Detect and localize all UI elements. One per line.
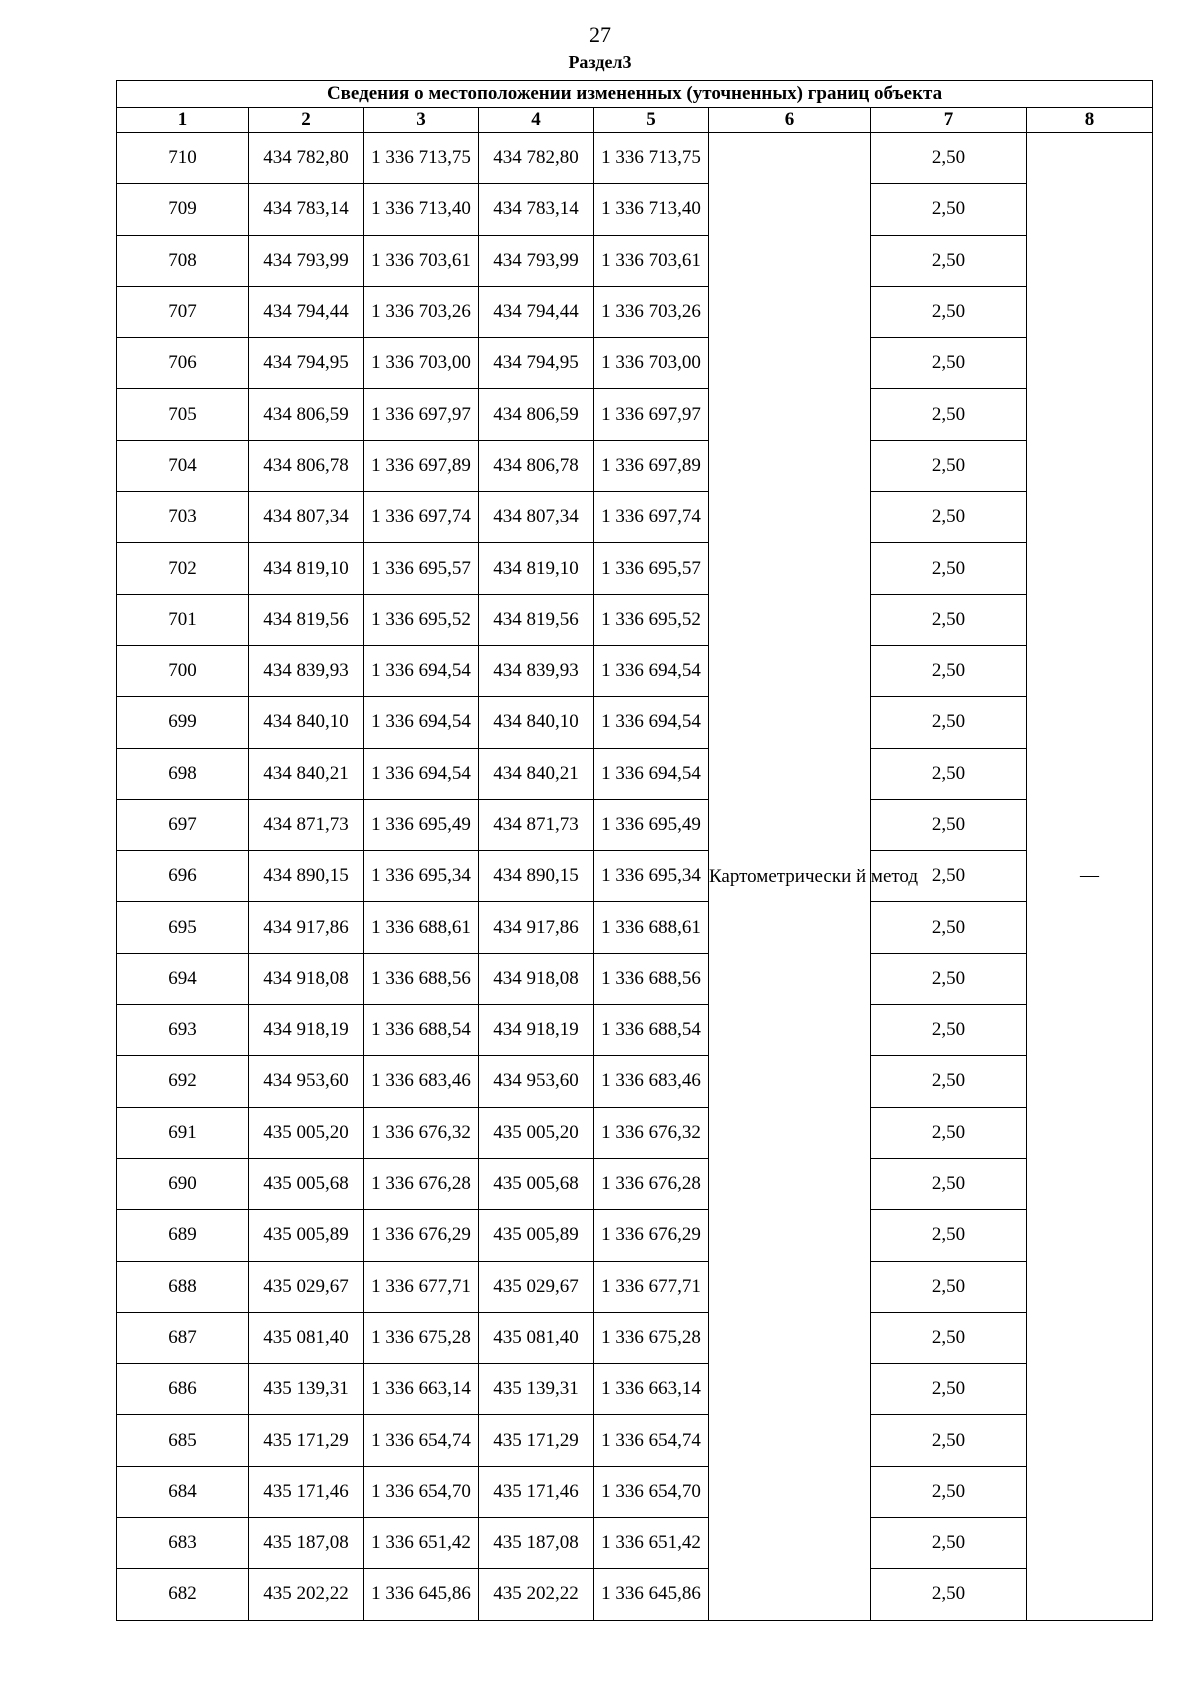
cell-x-old: 434 953,60 (249, 1056, 364, 1107)
cell-x-new: 434 871,73 (479, 799, 594, 850)
cell-y-old: 1 336 697,89 (364, 440, 479, 491)
cell-y-old: 1 336 694,54 (364, 748, 479, 799)
cell-y-new: 1 336 676,28 (594, 1158, 709, 1209)
cell-x-old: 434 890,15 (249, 851, 364, 902)
cell-point: 686 (117, 1364, 249, 1415)
table-row (117, 389, 1153, 440)
table-row (117, 133, 1153, 184)
cell-y-old: 1 336 703,26 (364, 286, 479, 337)
cell-x-new: 435 187,08 (479, 1518, 594, 1569)
cell-x-new: 434 918,08 (479, 953, 594, 1004)
cell-accuracy: 2,50 (871, 338, 1027, 389)
cell-x-old: 434 819,56 (249, 594, 364, 645)
page-number: 27 (589, 22, 611, 47)
table-row (117, 338, 1153, 389)
cell-accuracy: 2,50 (871, 697, 1027, 748)
cell-y-new: 1 336 688,54 (594, 1005, 709, 1056)
cell-x-old: 435 171,46 (249, 1466, 364, 1517)
cell-x-old: 434 871,73 (249, 799, 364, 850)
cell-accuracy: 2,50 (871, 902, 1027, 953)
cell-x-new: 434 918,19 (479, 1005, 594, 1056)
cell-method: Картометрически й метод (709, 133, 871, 1621)
cell-y-old: 1 336 695,34 (364, 851, 479, 902)
table-row (117, 440, 1153, 491)
cell-point: 690 (117, 1158, 249, 1209)
table-row (117, 645, 1153, 696)
cell-point: 689 (117, 1210, 249, 1261)
cell-y-new: 1 336 713,40 (594, 184, 709, 235)
cell-x-old: 435 005,68 (249, 1158, 364, 1209)
cell-point: 710 (117, 133, 249, 184)
cell-point: 707 (117, 286, 249, 337)
cell-y-new: 1 336 703,00 (594, 338, 709, 389)
cell-y-old: 1 336 688,56 (364, 953, 479, 1004)
column-number-header: 8 (1027, 108, 1153, 133)
cell-y-old: 1 336 713,40 (364, 184, 479, 235)
cell-x-old: 434 839,93 (249, 645, 364, 696)
cell-accuracy: 2,50 (871, 1569, 1027, 1620)
cell-y-new: 1 336 651,42 (594, 1518, 709, 1569)
boundary-coordinates-table (116, 80, 1153, 1621)
cell-y-new: 1 336 694,54 (594, 645, 709, 696)
table-row (117, 1056, 1153, 1107)
cell-x-old: 435 187,08 (249, 1518, 364, 1569)
table-row (117, 1569, 1153, 1620)
table-caption: Сведения о местоположении измененных (уточненных) границ объекта (117, 81, 1153, 108)
cell-point: 685 (117, 1415, 249, 1466)
cell-y-old: 1 336 694,54 (364, 645, 479, 696)
column-number-header: 6 (709, 108, 871, 133)
table-row (117, 184, 1153, 235)
table-row (117, 543, 1153, 594)
cell-y-old: 1 336 694,54 (364, 697, 479, 748)
cell-y-old: 1 336 676,32 (364, 1107, 479, 1158)
cell-point: 694 (117, 953, 249, 1004)
cell-point: 693 (117, 1005, 249, 1056)
cell-point: 703 (117, 492, 249, 543)
cell-x-new: 435 005,20 (479, 1107, 594, 1158)
cell-accuracy: 2,50 (871, 1364, 1027, 1415)
cell-y-old: 1 336 663,14 (364, 1364, 479, 1415)
cell-y-new: 1 336 645,86 (594, 1569, 709, 1620)
cell-x-old: 434 794,44 (249, 286, 364, 337)
table-row (117, 1312, 1153, 1363)
cell-point: 702 (117, 543, 249, 594)
cell-y-old: 1 336 688,61 (364, 902, 479, 953)
cell-y-new: 1 336 654,70 (594, 1466, 709, 1517)
cell-accuracy: 2,50 (871, 1415, 1027, 1466)
cell-x-old: 435 005,20 (249, 1107, 364, 1158)
cell-accuracy: 2,50 (871, 799, 1027, 850)
cell-accuracy: 2,50 (871, 1210, 1027, 1261)
table-row (117, 1466, 1153, 1517)
cell-accuracy: 2,50 (871, 235, 1027, 286)
cell-y-new: 1 336 694,54 (594, 697, 709, 748)
cell-x-old: 435 029,67 (249, 1261, 364, 1312)
cell-x-old: 434 840,10 (249, 697, 364, 748)
cell-point: 709 (117, 184, 249, 235)
cell-x-new: 435 139,31 (479, 1364, 594, 1415)
cell-y-new: 1 336 688,56 (594, 953, 709, 1004)
cell-x-old: 434 918,08 (249, 953, 364, 1004)
table-row (117, 1158, 1153, 1209)
cell-accuracy: 2,50 (871, 1107, 1027, 1158)
cell-accuracy: 2,50 (871, 492, 1027, 543)
cell-y-new: 1 336 677,71 (594, 1261, 709, 1312)
cell-y-old: 1 336 677,71 (364, 1261, 479, 1312)
cell-point: 684 (117, 1466, 249, 1517)
table-row (117, 286, 1153, 337)
column-number-header: 5 (594, 108, 709, 133)
cell-x-new: 434 890,15 (479, 851, 594, 902)
cell-y-old: 1 336 675,28 (364, 1312, 479, 1363)
table-row (117, 1005, 1153, 1056)
cell-y-new: 1 336 654,74 (594, 1415, 709, 1466)
cell-y-old: 1 336 703,00 (364, 338, 479, 389)
cell-x-new: 434 782,80 (479, 133, 594, 184)
cell-point: 683 (117, 1518, 249, 1569)
cell-x-old: 434 918,19 (249, 1005, 364, 1056)
cell-point: 692 (117, 1056, 249, 1107)
cell-x-new: 434 917,86 (479, 902, 594, 953)
cell-x-new: 434 840,10 (479, 697, 594, 748)
cell-y-old: 1 336 654,74 (364, 1415, 479, 1466)
column-number-header: 7 (871, 108, 1027, 133)
cell-y-old: 1 336 676,28 (364, 1158, 479, 1209)
cell-y-new: 1 336 694,54 (594, 748, 709, 799)
cell-point: 700 (117, 645, 249, 696)
cell-y-new: 1 336 675,28 (594, 1312, 709, 1363)
cell-y-new: 1 336 695,34 (594, 851, 709, 902)
cell-x-new: 434 794,95 (479, 338, 594, 389)
cell-point: 705 (117, 389, 249, 440)
cell-x-old: 434 806,78 (249, 440, 364, 491)
cell-accuracy: 2,50 (871, 440, 1027, 491)
cell-point: 682 (117, 1569, 249, 1620)
cell-x-new: 435 171,29 (479, 1415, 594, 1466)
cell-x-old: 435 081,40 (249, 1312, 364, 1363)
cell-accuracy: 2,50 (871, 594, 1027, 645)
cell-accuracy: 2,50 (871, 1518, 1027, 1569)
cell-accuracy: 2,50 (871, 133, 1027, 184)
table-row (117, 492, 1153, 543)
cell-y-old: 1 336 695,49 (364, 799, 479, 850)
cell-y-old: 1 336 654,70 (364, 1466, 479, 1517)
cell-point: 691 (117, 1107, 249, 1158)
cell-accuracy: 2,50 (871, 543, 1027, 594)
cell-y-old: 1 336 697,97 (364, 389, 479, 440)
cell-x-new: 434 840,21 (479, 748, 594, 799)
section-title: Раздел3 (568, 52, 632, 72)
cell-x-old: 434 819,10 (249, 543, 364, 594)
cell-y-old: 1 336 695,52 (364, 594, 479, 645)
cell-point: 695 (117, 902, 249, 953)
cell-accuracy: 2,50 (871, 286, 1027, 337)
cell-x-old: 434 793,99 (249, 235, 364, 286)
cell-x-old: 434 807,34 (249, 492, 364, 543)
cell-point: 696 (117, 851, 249, 902)
cell-accuracy: 2,50 (871, 389, 1027, 440)
table-row (117, 902, 1153, 953)
table-row (117, 594, 1153, 645)
cell-y-new: 1 336 697,89 (594, 440, 709, 491)
cell-y-old: 1 336 703,61 (364, 235, 479, 286)
cell-x-new: 434 819,56 (479, 594, 594, 645)
cell-accuracy: 2,50 (871, 1261, 1027, 1312)
column-number-header: 3 (364, 108, 479, 133)
cell-point: 697 (117, 799, 249, 850)
cell-accuracy: 2,50 (871, 851, 1027, 902)
cell-y-new: 1 336 713,75 (594, 133, 709, 184)
cell-accuracy: 2,50 (871, 748, 1027, 799)
cell-y-new: 1 336 676,32 (594, 1107, 709, 1158)
cell-x-new: 434 839,93 (479, 645, 594, 696)
cell-y-new: 1 336 697,74 (594, 492, 709, 543)
cell-y-old: 1 336 688,54 (364, 1005, 479, 1056)
table-row (117, 799, 1153, 850)
cell-y-new: 1 336 695,49 (594, 799, 709, 850)
cell-x-old: 435 005,89 (249, 1210, 364, 1261)
cell-point: 704 (117, 440, 249, 491)
cell-x-new: 434 794,44 (479, 286, 594, 337)
cell-accuracy: 2,50 (871, 1312, 1027, 1363)
cell-point: 698 (117, 748, 249, 799)
cell-y-new: 1 336 676,29 (594, 1210, 709, 1261)
cell-accuracy: 2,50 (871, 645, 1027, 696)
cell-y-new: 1 336 703,61 (594, 235, 709, 286)
cell-y-new: 1 336 703,26 (594, 286, 709, 337)
table-row (117, 235, 1153, 286)
table-row (117, 1107, 1153, 1158)
cell-accuracy: 2,50 (871, 1005, 1027, 1056)
cell-y-old: 1 336 713,75 (364, 133, 479, 184)
cell-point: 701 (117, 594, 249, 645)
cell-y-new: 1 336 683,46 (594, 1056, 709, 1107)
cell-y-new: 1 336 688,61 (594, 902, 709, 953)
cell-y-old: 1 336 651,42 (364, 1518, 479, 1569)
cell-x-old: 434 783,14 (249, 184, 364, 235)
cell-y-new: 1 336 695,52 (594, 594, 709, 645)
cell-y-old: 1 336 695,57 (364, 543, 479, 594)
cell-accuracy: 2,50 (871, 1466, 1027, 1517)
cell-x-old: 435 202,22 (249, 1569, 364, 1620)
cell-y-old: 1 336 697,74 (364, 492, 479, 543)
cell-x-new: 434 953,60 (479, 1056, 594, 1107)
cell-x-old: 434 917,86 (249, 902, 364, 953)
cell-accuracy: 2,50 (871, 1056, 1027, 1107)
cell-column8: — (1027, 133, 1153, 1621)
table-row (117, 748, 1153, 799)
cell-x-new: 434 793,99 (479, 235, 594, 286)
cell-x-new: 434 806,59 (479, 389, 594, 440)
cell-point: 688 (117, 1261, 249, 1312)
cell-x-new: 434 807,34 (479, 492, 594, 543)
cell-y-new: 1 336 695,57 (594, 543, 709, 594)
table-row (117, 1415, 1153, 1466)
cell-y-old: 1 336 645,86 (364, 1569, 479, 1620)
cell-x-new: 434 819,10 (479, 543, 594, 594)
table-row (117, 1364, 1153, 1415)
table-row (117, 1210, 1153, 1261)
cell-point: 699 (117, 697, 249, 748)
cell-x-old: 435 171,29 (249, 1415, 364, 1466)
column-number-header: 1 (117, 108, 249, 133)
cell-accuracy: 2,50 (871, 953, 1027, 1004)
table-row (117, 851, 1153, 902)
column-number-header: 4 (479, 108, 594, 133)
column-number-header: 2 (249, 108, 364, 133)
cell-x-new: 435 202,22 (479, 1569, 594, 1620)
cell-x-new: 435 005,89 (479, 1210, 594, 1261)
cell-x-old: 435 139,31 (249, 1364, 364, 1415)
table-body (117, 133, 1153, 1621)
cell-point: 706 (117, 338, 249, 389)
cell-point: 708 (117, 235, 249, 286)
cell-y-old: 1 336 683,46 (364, 1056, 479, 1107)
cell-y-new: 1 336 663,14 (594, 1364, 709, 1415)
cell-x-new: 435 005,68 (479, 1158, 594, 1209)
table-row (117, 697, 1153, 748)
table-row (117, 953, 1153, 1004)
cell-x-new: 435 171,46 (479, 1466, 594, 1517)
cell-x-old: 434 840,21 (249, 748, 364, 799)
cell-point: 687 (117, 1312, 249, 1363)
cell-x-new: 434 806,78 (479, 440, 594, 491)
cell-x-new: 435 081,40 (479, 1312, 594, 1363)
cell-x-old: 434 806,59 (249, 389, 364, 440)
cell-x-new: 434 783,14 (479, 184, 594, 235)
table-row (117, 1261, 1153, 1312)
cell-x-new: 435 029,67 (479, 1261, 594, 1312)
cell-y-new: 1 336 697,97 (594, 389, 709, 440)
cell-x-old: 434 782,80 (249, 133, 364, 184)
cell-x-old: 434 794,95 (249, 338, 364, 389)
table-row (117, 1518, 1153, 1569)
cell-accuracy: 2,50 (871, 1158, 1027, 1209)
cell-y-old: 1 336 676,29 (364, 1210, 479, 1261)
cell-accuracy: 2,50 (871, 184, 1027, 235)
